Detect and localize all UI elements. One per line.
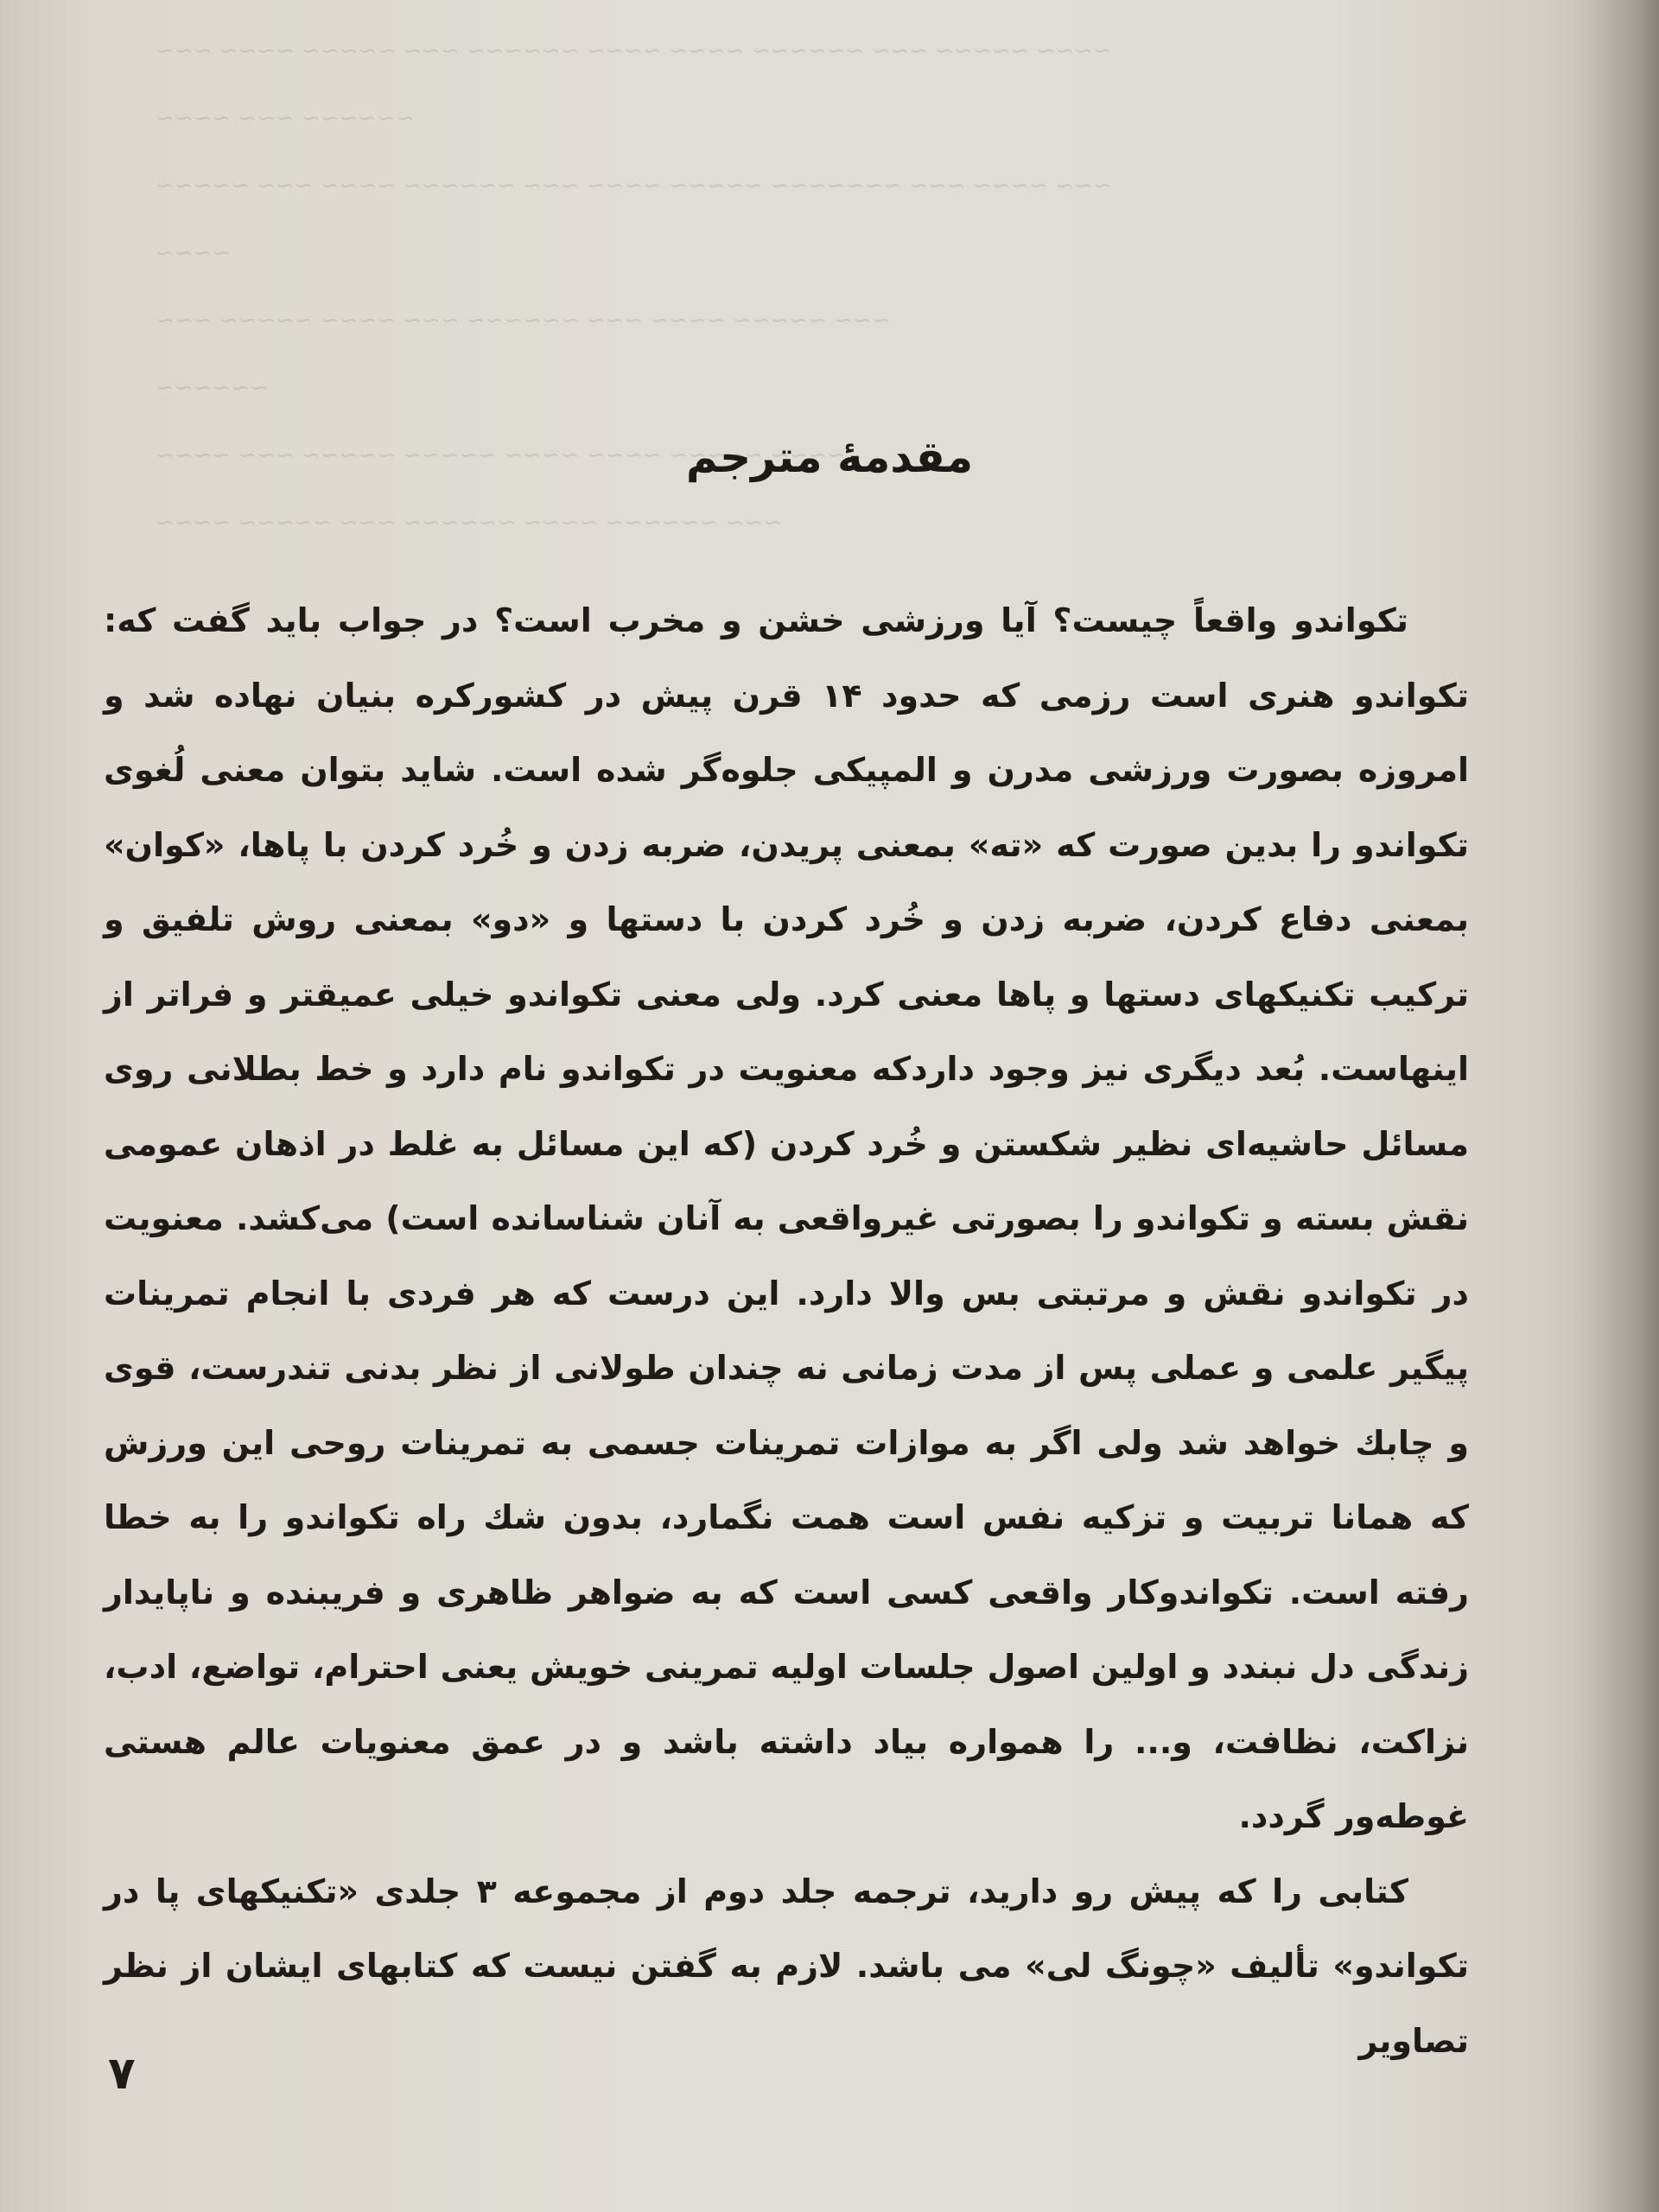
bleed-through-text: ~~~ ~~~~ ~~~~~ ~~~ ~~~~~~ ~~~~ ~~~~ ~~~~~~ ~~~ ~~~~~ ~~~~ ~~~~ ~~~ ~~~~~~ ~~~~~ ~~~ ~~~~ ~~~~~~ ~~~ ~~~~ ~~~~~ ~~~~~~~ ~~~ ~~~~ ~~~ ~~~~ ~~~ ~~~~~ ~~~~ ~~~ ~~~~~~ ~~~ ~~~~ ~~~~~ ~~~ ~~~~~~ ~~~~ ~~~ ~~~~~ ~~~~~ ~~~~ ~~~~ ~~~~~ ~~~~ ~~~~ ~~~~~ ~~~ ~~~~~~ ~~~~ ~~~~~~ ~~~ (156, 38, 1112, 536)
page-number: ۷ (108, 2048, 136, 2100)
body-text (104, 583, 1469, 2078)
page-title: مقدمهٔ مترجم (685, 432, 974, 482)
spine-shadow (1581, 0, 1659, 2212)
paragraph: کتابی را که پیش رو دارید، ترجمه جلد دوم از مجموعه ۳ جلدی «تکنیکهای پا در تکواندو» تألیف «چونگ لی» می باشد. لازم به گفتن نیست که کتابهای ایشان از نظر تصاویر (104, 1872, 1469, 2060)
paragraph: تکواندو واقعاً چیست؟ آیا ورزشی خشن و مخرب است؟ در جواب باید گفت که: تکواندو هنری است رزمی که حدود ۱۴ قرن پیش در کشورکره بنیان نهاده شد و امروزه بصورت ورزشی مدرن و المپیکی جلوه‌گر شده است. شاید بتوان معنی لُغوی تکواندو را بدین صورت که «ته» بمعنی پریدن، ضربه زدن و خُرد کردن با پاها، «کوان» بمعنی دفاع کردن، ضربه زدن و خُرد کردن با دستها و «دو» بمعنی روش تلفیق و ترکیب تکنیکهای دستها و پاها معنی کرد. ولی معنی تکواندو خیلی عمیقتر و فراتر از اینهاست. بُعد دیگری نیز وجود داردکه معنویت در تکواندو نام دارد و خط بطلانی روی مسائل حاشیه‌ای نظیر شکستن و خُرد کردن (که این مسائل به غلط در اذهان عمومی نقش بسته و تکواندو را بصورتی غیرواقعی به آنان شناسانده است) می‌کشد. معنویت در تکواندو نقش و مرتبتی بس والا دارد. این درست که هر فردی با انجام تمرینات پیگیر علمی و عملی پس از مدت زمانی نه چندان طولانی از نظر بدنی تندرست، قوی و چابك خواهد شد ولی اگر به موازات تمرینات جسمی به تمرینات روحی این ورزش که همانا تربیت و تزکیه نفس است همت نگمارد، بدون شك راه تکواندو را به خطا رفته است. تکواندوکار واقعی کسی است که به ضواهر ظاهری و فریبنده و ناپایدار زندگی دل نبندد و اولین اصول جلسات اولیه تمرینی خویش یعنی احترام، تواضع، ادب، نزاکت، نظافت، و... را همواره بیاد داشته باشد و در عمق معنویات عالم هستی غوطه‌ور گردد. (104, 601, 1469, 1835)
